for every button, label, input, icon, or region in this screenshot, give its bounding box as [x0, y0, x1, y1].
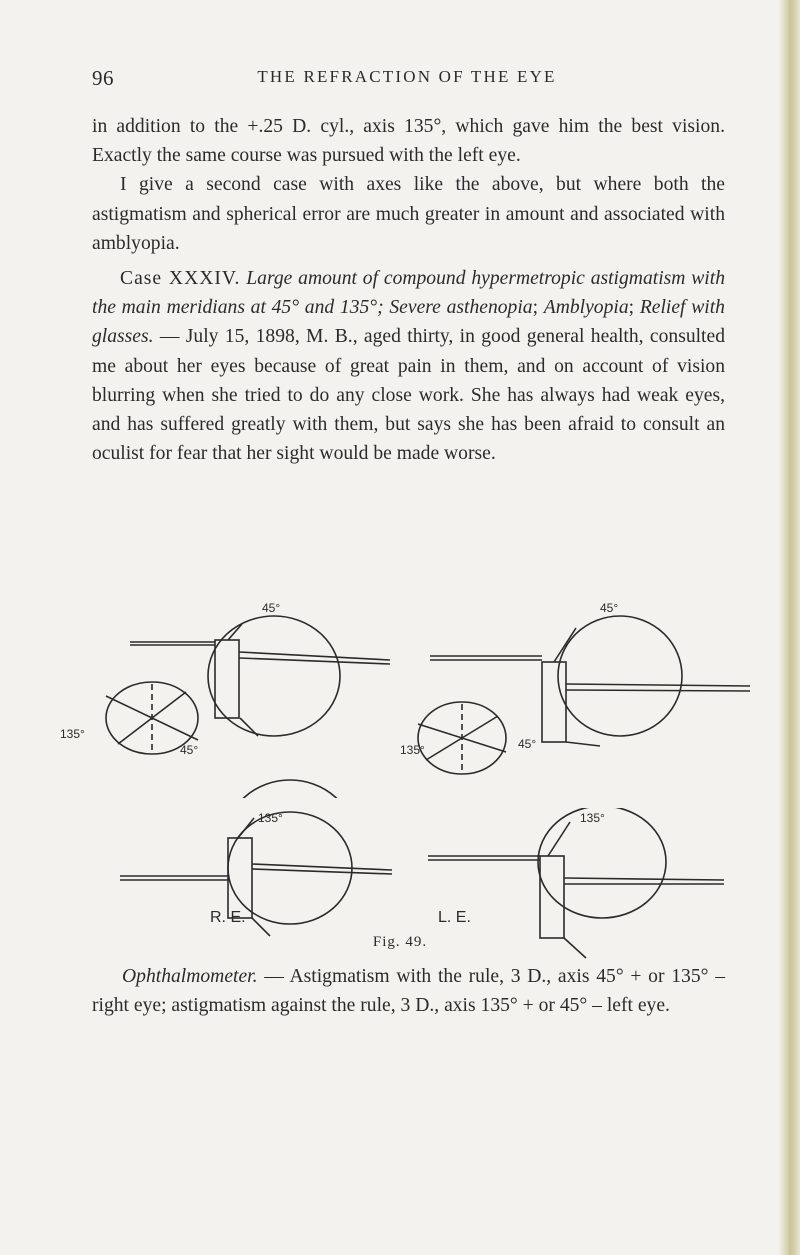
figure-labels [0, 710, 800, 950]
case-title-1: Large amount of compound hypermetropic astigmatism with the main meridians at 45° and 135°; Severe asthenopia [92, 268, 725, 319]
body-text [92, 112, 725, 468]
case-label: Case XXXIV. [120, 268, 241, 290]
re-lower-135-label: 135° [258, 811, 283, 825]
page-number: 96 [92, 66, 114, 90]
case-title-3: Relief with glasses. [92, 297, 725, 348]
caption-body: — Astigmatism with the rule, 3 D., axis 45° + or 135° – right eye; astigmatism against the rule, 3 D., axis 135° + or 45° – left eye. [92, 966, 725, 1017]
left-eye-label: L. E. [438, 909, 471, 926]
le-top-angle-label: 45° [600, 601, 619, 615]
re-top-angle-label: 45° [262, 601, 281, 615]
case-text: — July 15, 1898, M. B., aged thirty, in good general health, consulted me about her eyes because of great pain in them, and on account of vision blurring when she tried to do any close work. She has always had weak eyes, and has suffered greatly with them, but says she has been afraid to consult an oculist for fear that her sight would be made worse. [92, 326, 725, 465]
running-title: THE REFRACTION OF THE EYE [257, 67, 557, 86]
re-side-135-label: 135° [60, 727, 85, 741]
figure-description [92, 962, 725, 1020]
re-side-45-label: 45° [180, 743, 199, 757]
caption-lead: Ophthalmometer. [122, 966, 258, 987]
le-side-45-label: 45° [518, 737, 537, 751]
le-lower-135-label: 135° [580, 811, 605, 825]
right-eye-label: R. E. [210, 909, 246, 926]
case-paragraph [92, 264, 725, 468]
case-sep-1: ; [532, 297, 544, 319]
case-title-2: Amblyopia [543, 297, 629, 319]
case-sep-2: ; [628, 297, 640, 319]
paragraph-1: in addition to the +.25 D. cyl., axis 135°, which gave him the best vision. Exactly the same course was pursued with the left eye. [92, 116, 725, 167]
paragraph-2: I give a second case with axes like the above, but where both the astigmatism and spherical error are much greater in amount and associated with amblyopia. [92, 174, 725, 254]
page-header [92, 66, 722, 96]
le-side-135-label: 135° [400, 743, 425, 757]
figure-caption: Fig. 49. [372, 934, 428, 950]
